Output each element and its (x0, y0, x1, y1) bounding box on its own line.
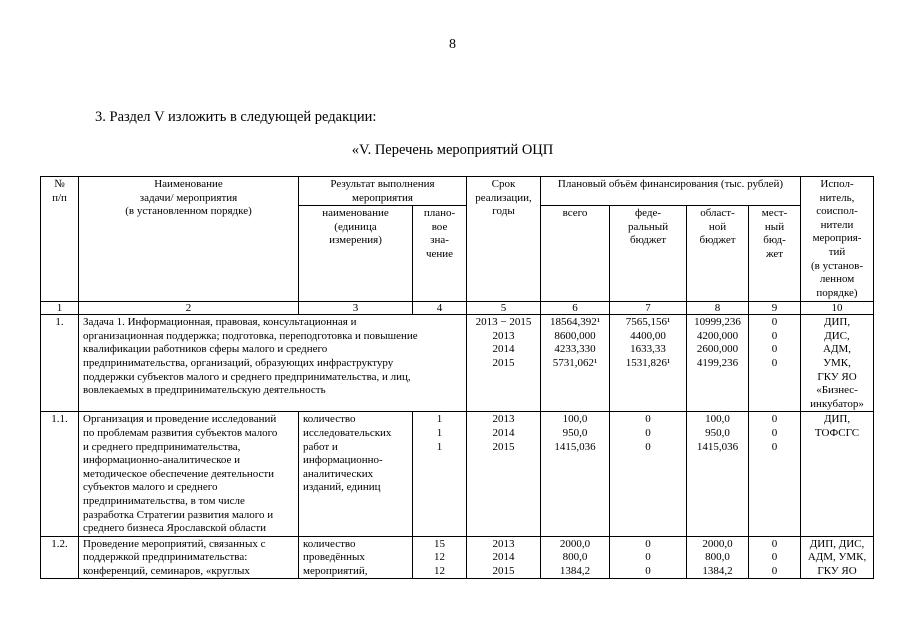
header-name (79, 177, 299, 302)
result-text-line: количество (303, 413, 356, 426)
header-text-line: мероприя- (812, 232, 862, 245)
measure-text-line: предпринимательства, в том числе (83, 494, 245, 507)
amount-value: 0 (771, 440, 778, 453)
executor-text-line: ГКУ ЯО (817, 564, 857, 577)
task-text-line: Задача 1. Информационная, правовая, консультационная и (83, 316, 357, 329)
executor-text-line: «Бизнес- (816, 384, 858, 397)
header-text-line: ленном (819, 273, 855, 286)
result-value: 15 (434, 537, 445, 550)
cell-result-value (413, 412, 467, 536)
task-text-line: организационная поддержка; подготовка, переподготовка и повышение (83, 329, 418, 342)
header-term (467, 177, 541, 302)
year-value: 2015 (492, 356, 515, 369)
year-value: 2013 (492, 329, 515, 342)
result-text-line: количество (303, 537, 356, 550)
header-text-line: соиспол- (816, 205, 858, 218)
amount-value: 0 (771, 343, 778, 356)
measure-text-line: Проведение мероприятий, связанных с (83, 537, 266, 550)
column-number: 1 (41, 302, 79, 315)
measure-text-line: и среднего предпринимательства, (83, 440, 241, 453)
header-result (299, 177, 467, 206)
header-text-line: (в установ- (810, 259, 864, 272)
header-text-line: п/п (52, 191, 67, 204)
cell-local (749, 315, 801, 412)
amount-value: 8600,000 (554, 329, 596, 342)
cell-years (467, 412, 541, 536)
amendment-instruction: 3. Раздел V изложить в следующей редакции: (95, 109, 377, 125)
result-text-line: изданий, единиц (303, 481, 381, 494)
amount-value: 0 (645, 413, 651, 426)
header-text-line: феде- (635, 207, 662, 220)
result-text-line: аналитических (303, 467, 374, 480)
executor-text-line: инкубатор» (810, 397, 864, 410)
amount-value: 2000,0 (559, 537, 591, 550)
cell-row-number: 1.2. (41, 536, 79, 579)
header-text-line: ральный (627, 220, 669, 233)
header-executor (801, 177, 874, 302)
header-text-line: област- (700, 207, 735, 220)
cell-total (541, 412, 610, 536)
amount-value: 1384,2 (702, 564, 733, 577)
header-funding (541, 177, 801, 206)
cell-years (467, 536, 541, 579)
amount-value: 0 (771, 356, 778, 369)
result-value: 12 (434, 564, 445, 577)
header-text-line: вое (431, 220, 448, 233)
header-text-line: Результат выполнения (330, 178, 435, 190)
amount-value: 1531,826¹ (625, 356, 671, 369)
result-value: 1 (436, 426, 443, 439)
amount-value: 18564,392¹ (549, 316, 601, 329)
header-text-line: Плановый объём финансирования (тыс. рублей) (557, 178, 784, 190)
amount-value: 4233,330 (554, 343, 596, 356)
cell-regional (687, 315, 749, 412)
column-number: 4 (413, 302, 467, 315)
amount-value: 4200,000 (696, 329, 739, 342)
measure-text-line: методическое обеспечение деятельности (83, 467, 275, 480)
amount-value: 950,0 (562, 426, 588, 439)
column-number: 9 (749, 302, 801, 315)
table-row (41, 412, 874, 536)
amount-value: 0 (771, 537, 778, 550)
measure-text-line: информационно-аналитическое и (83, 454, 241, 467)
measure-text-line: субъектов малого и среднего (83, 481, 218, 494)
measure-text-line: разработка Стратегии развития малого и (83, 508, 274, 521)
amount-value: 0 (771, 564, 778, 577)
measure-text-line: поддержкой предпринимательства: (83, 551, 248, 564)
cell-total (541, 315, 610, 412)
header-text-line: мероприятия (352, 191, 413, 204)
task-text-line: предпринимательства, организаций, образующих инфраструктуру (83, 356, 394, 369)
header-text-line: ный (764, 220, 785, 233)
header-text-line: Наименование (154, 178, 223, 190)
header-text-line: бюджет (630, 234, 667, 247)
amount-value: 800,0 (562, 551, 588, 564)
amount-value: 800,0 (705, 551, 730, 564)
cell-regional (687, 536, 749, 579)
amount-value: 1415,036 (554, 440, 596, 453)
amount-value: 7565,156¹ (625, 316, 671, 329)
executor-text-line: АДМ, УМК, (807, 551, 867, 564)
amount-value: 2600,000 (696, 343, 739, 356)
amount-value: 0 (771, 426, 778, 439)
header-regional (687, 206, 749, 302)
cell-federal (610, 412, 687, 536)
cell-years (467, 315, 541, 412)
amount-value: 4400,00 (630, 329, 666, 342)
header-text-line: Испол- (820, 178, 854, 190)
measure-text-line: среднего бизнеса Ярославской области (83, 522, 267, 535)
header-text-line: Срок (491, 178, 516, 190)
result-value: 1 (436, 440, 443, 453)
amount-value: 950,0 (705, 426, 730, 439)
header-local (749, 206, 801, 302)
amount-value: 0 (771, 551, 778, 564)
amount-value: 100,0 (705, 413, 730, 426)
page-number: 8 (449, 37, 456, 52)
header-total (541, 206, 610, 302)
header-text-line: бюд- (763, 234, 786, 247)
year-value: 2015 (492, 564, 515, 577)
amount-value: 5731,062¹ (552, 356, 598, 369)
year-value: 2014 (492, 551, 515, 564)
executor-text-line: УМК, (823, 356, 851, 369)
result-text-line: проведённых (303, 551, 365, 564)
amount-value: 0 (771, 413, 778, 426)
cell-federal (610, 536, 687, 579)
amount-value: 0 (771, 316, 778, 329)
column-number-row (41, 302, 874, 315)
header-row-top (41, 177, 874, 206)
result-text-line: работ и (303, 440, 338, 453)
task-text-line: вовлекаемых в предпринимательскую деятельность (83, 384, 326, 397)
year-value: 2013 (492, 537, 515, 550)
result-text-line: информационно- (303, 454, 383, 467)
result-text-line: мероприятий, (303, 564, 368, 577)
executor-text-line: ДИП, ДИС, (809, 537, 865, 550)
column-number: 10 (801, 302, 874, 315)
amount-value: 0 (645, 564, 651, 577)
header-text-line: чение (425, 247, 454, 260)
column-number: 7 (610, 302, 687, 315)
year-value: 2015 (492, 440, 515, 453)
header-text-line: всего (562, 207, 588, 220)
executor-text-line: ДИП, (823, 316, 851, 329)
task-text-line: поддержки субъектов малого и среднего предпринимательства, и лиц, (83, 370, 411, 383)
amount-value: 100,0 (562, 413, 588, 426)
amount-value: 0 (645, 537, 651, 550)
header-text-line: задачи/ мероприятия (139, 191, 238, 204)
result-text-line: исследовательских (303, 426, 392, 439)
cell-measure-name (79, 536, 299, 579)
cell-measure-name (79, 412, 299, 536)
year-value: 2014 (492, 426, 515, 439)
amount-value: 2000,0 (702, 537, 733, 550)
header-text-line: тий (828, 245, 846, 258)
measure-text-line: по проблемам развития субъектов малого (83, 426, 278, 439)
column-number: 3 (299, 302, 413, 315)
amount-value: 1384,2 (559, 564, 591, 577)
cell-executor (801, 412, 874, 536)
executor-text-line: ДИС, (824, 329, 850, 342)
year-value: 2014 (492, 343, 515, 356)
amount-value: 1415,036 (696, 440, 739, 453)
header-text-line: реализации, (475, 191, 532, 204)
cell-row-number: 1. (41, 315, 79, 412)
cell-executor (801, 315, 874, 412)
column-number: 5 (467, 302, 541, 315)
cell-federal (610, 315, 687, 412)
measure-text-line: Организация и проведение исследований (83, 413, 277, 426)
header-text-line: годы (492, 205, 515, 218)
measure-text-line: конференций, семинаров, «круглых (83, 564, 250, 577)
table-row (41, 536, 874, 579)
header-text-line: бюджет (699, 234, 736, 247)
header-text-line: (единица (334, 220, 377, 233)
header-text-line: № (54, 178, 65, 190)
executor-text-line: АДМ, (823, 343, 851, 356)
column-number: 8 (687, 302, 749, 315)
header-text-line: мест- (761, 207, 788, 220)
header-text-line: жет (765, 247, 784, 260)
header-result-name (299, 206, 413, 302)
amount-value: 0 (645, 426, 651, 439)
cell-result-value (413, 536, 467, 579)
result-value: 12 (434, 551, 445, 564)
cell-result-name (299, 412, 413, 536)
amount-value: 0 (771, 329, 778, 342)
amount-value: 0 (645, 551, 651, 564)
executor-text-line: ГКУ ЯО (817, 370, 857, 383)
amount-value: 1633,33 (630, 343, 666, 356)
cell-task-title (79, 315, 467, 412)
header-text-line: плано- (423, 207, 456, 220)
cell-local (749, 412, 801, 536)
section-title: «V. Перечень мероприятий ОЦП (351, 142, 554, 158)
header-text-line: нитель, (819, 191, 855, 204)
cell-regional (687, 412, 749, 536)
header-number (41, 177, 79, 302)
year-value: 2013 − 2015 (475, 316, 532, 329)
year-value: 2013 (492, 413, 515, 426)
header-text-line: ной (708, 220, 727, 233)
cell-total (541, 536, 610, 579)
header-federal (610, 206, 687, 302)
amount-value: 0 (645, 440, 651, 453)
cell-local (749, 536, 801, 579)
task-text-line: квалификации работников сферы малого и среднего (83, 343, 328, 356)
header-text-line: (в установленном порядке) (125, 205, 252, 218)
header-result-value (413, 206, 467, 302)
table-row (41, 315, 874, 412)
cell-executor (801, 536, 874, 579)
executor-text-line: ТОФСГС (814, 426, 860, 439)
column-number: 2 (79, 302, 299, 315)
header-text-line: наименование (322, 207, 389, 220)
measures-table (40, 176, 874, 579)
result-value: 1 (436, 413, 443, 426)
executor-text-line: ДИП, (823, 413, 851, 426)
header-text-line: порядке) (816, 286, 858, 299)
column-number: 6 (541, 302, 610, 315)
header-text-line: измерения) (329, 234, 382, 247)
amount-value: 4199,236 (696, 356, 739, 369)
header-text-line: зна- (430, 234, 449, 247)
amount-value: 10999,236 (694, 316, 741, 329)
cell-result-name (299, 536, 413, 579)
cell-row-number: 1.1. (41, 412, 79, 536)
header-text-line: нители (820, 218, 854, 231)
